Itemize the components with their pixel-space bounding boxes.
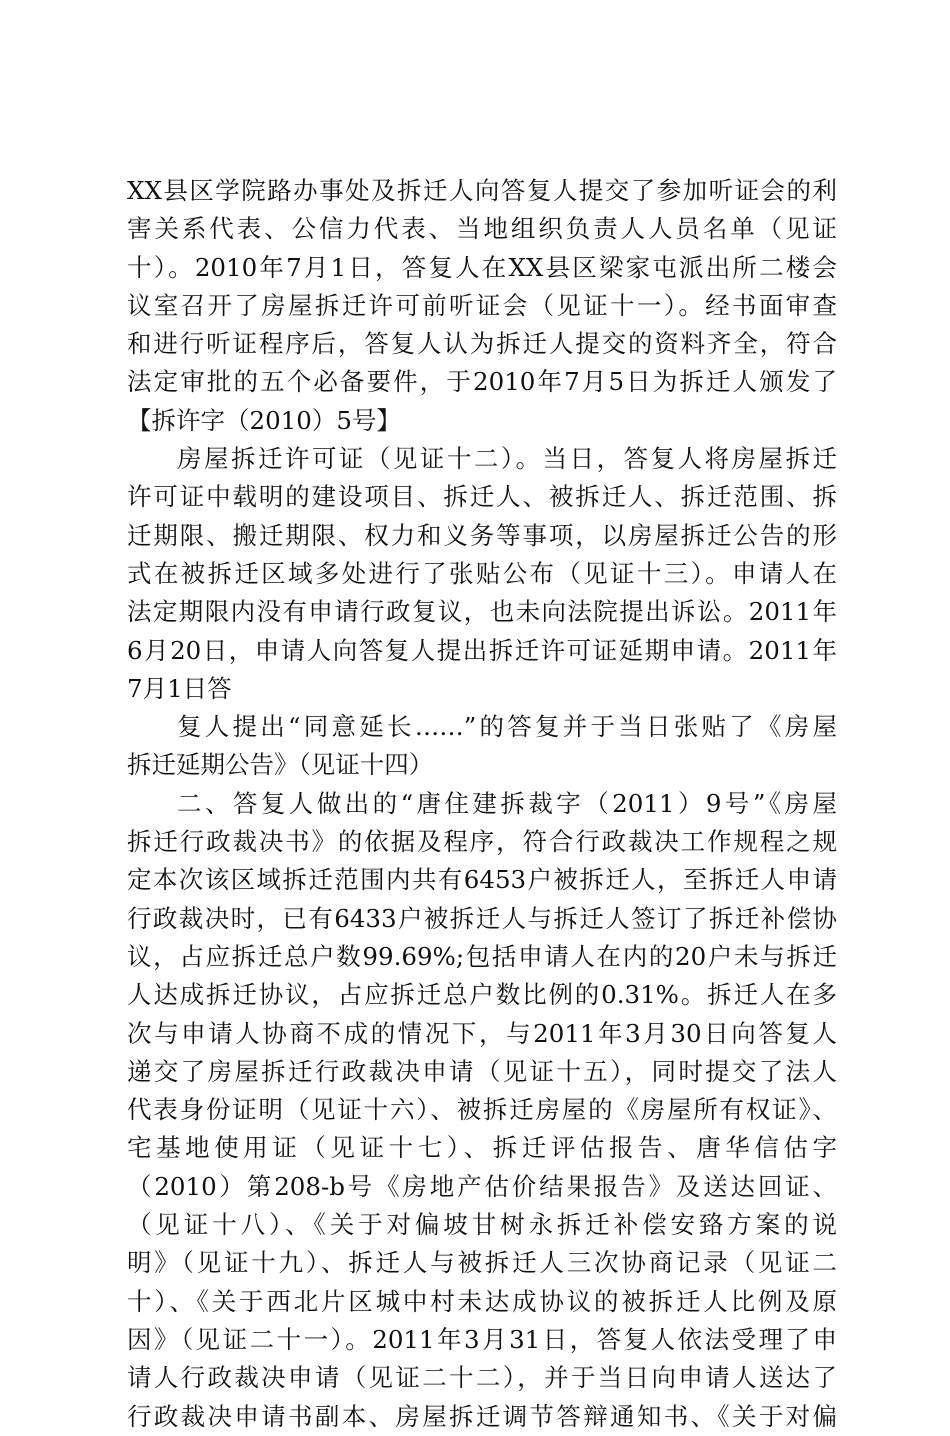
- text-line: 宅基地使用证（见证十七）、拆迁评估报告、唐华信估字: [127, 1133, 837, 1163]
- text-line: 法定审批的五个必备要件，于2010年7月5日为拆迁人颁发了: [127, 367, 837, 397]
- text-line: 7月1日答: [127, 673, 232, 703]
- text-line: 行政裁决时，已有6433户被拆迁人与拆迁人签订了拆迁补偿协: [127, 903, 837, 933]
- text-line: 递交了房屋拆迁行政裁决申请（见证十五），同时提交了法人: [127, 1056, 837, 1086]
- text-line: 复人提出“同意延长……”的答复并于当日张贴了《房屋: [177, 712, 837, 742]
- document-body-text: [127, 172, 837, 1436]
- text-line: （见证十八）、《关于对偏坡甘树永拆迁补偿安臵方案的说: [127, 1210, 837, 1240]
- text-line: 房屋拆迁许可证（见证十二）。当日，答复人将房屋拆迁: [177, 444, 837, 474]
- text-line: 式在被拆迁区域多处进行了张贴公布（见证十三）。申请人在: [127, 558, 837, 588]
- text-line: 定本次该区域拆迁范围内共有6453户被拆迁人，至拆迁人申请: [127, 865, 837, 895]
- text-line: 代表身份证明（见证十六）、被拆迁房屋的《房屋所有权证》、: [127, 1095, 837, 1125]
- text-line: 十）、《关于西北片区城中村未达成协议的被拆迁人比例及原: [127, 1286, 837, 1316]
- text-line: 害关系代表、公信力代表、当地组织负责人人员名单（见证: [127, 214, 837, 244]
- text-line: 明》（见证十九）、拆迁人与被拆迁人三次协商记录（见证二: [127, 1248, 837, 1278]
- text-line: 议室召开了房屋拆迁许可前听证会（见证十一）。经书面审查: [127, 290, 837, 320]
- text-line: 请人行政裁决申请（见证二十二），并于当日向申请人送达了: [127, 1363, 837, 1393]
- text-line: 因》（见证二十一）。2011年3月31日，答复人依法受理了申: [127, 1324, 837, 1354]
- text-line: 十）。2010年7月1日，答复人在XX县区梁家屯派出所二楼会: [127, 252, 837, 282]
- text-line: 拆迁延期公告》（见证十四）: [127, 750, 434, 780]
- text-line: 迁期限、搬迁期限、权力和义务等事项，以房屋拆迁公告的形: [127, 520, 837, 550]
- text-line: 许可证中载明的建设项目、拆迁人、被拆迁人、拆迁范围、拆: [127, 482, 837, 512]
- text-line: 次与申请人协商不成的情况下，与2011年3月30日向答复人: [127, 1018, 837, 1048]
- text-line: 行政裁决申请书副本、房屋拆迁调节答辩通知书、《关于对偏: [127, 1401, 837, 1431]
- text-line: 6月20日，申请人向答复人提出拆迁许可证延期申请。2011年: [127, 635, 837, 665]
- text-line: （2010）第208-b号《房地产估价结果报告》及送达回证、: [127, 1171, 837, 1201]
- text-line: 拆迁行政裁决书》的依据及程序，符合行政裁决工作规程之规: [127, 827, 837, 857]
- text-line: 【拆许字（2010）5号】: [127, 405, 401, 435]
- text-line: 二、答复人做出的“唐住建拆裁字（2011）9号”《房屋: [177, 788, 837, 818]
- text-line: 议，占应拆迁总户数99.69%;包括申请人在内的20户未与拆迁: [127, 941, 837, 971]
- text-line: 法定期限内没有申请行政复议，也未向法院提出诉讼。2011年: [127, 597, 837, 627]
- text-line: 人达成拆迁协议，占应拆迁总户数比例的0.31%。拆迁人在多: [127, 980, 837, 1010]
- text-line: 和进行听证程序后，答复人认为拆迁人提交的资料齐全，符合: [127, 329, 837, 359]
- text-line: XX县区学院路办事处及拆迁人向答复人提交了参加听证会的利: [127, 176, 837, 205]
